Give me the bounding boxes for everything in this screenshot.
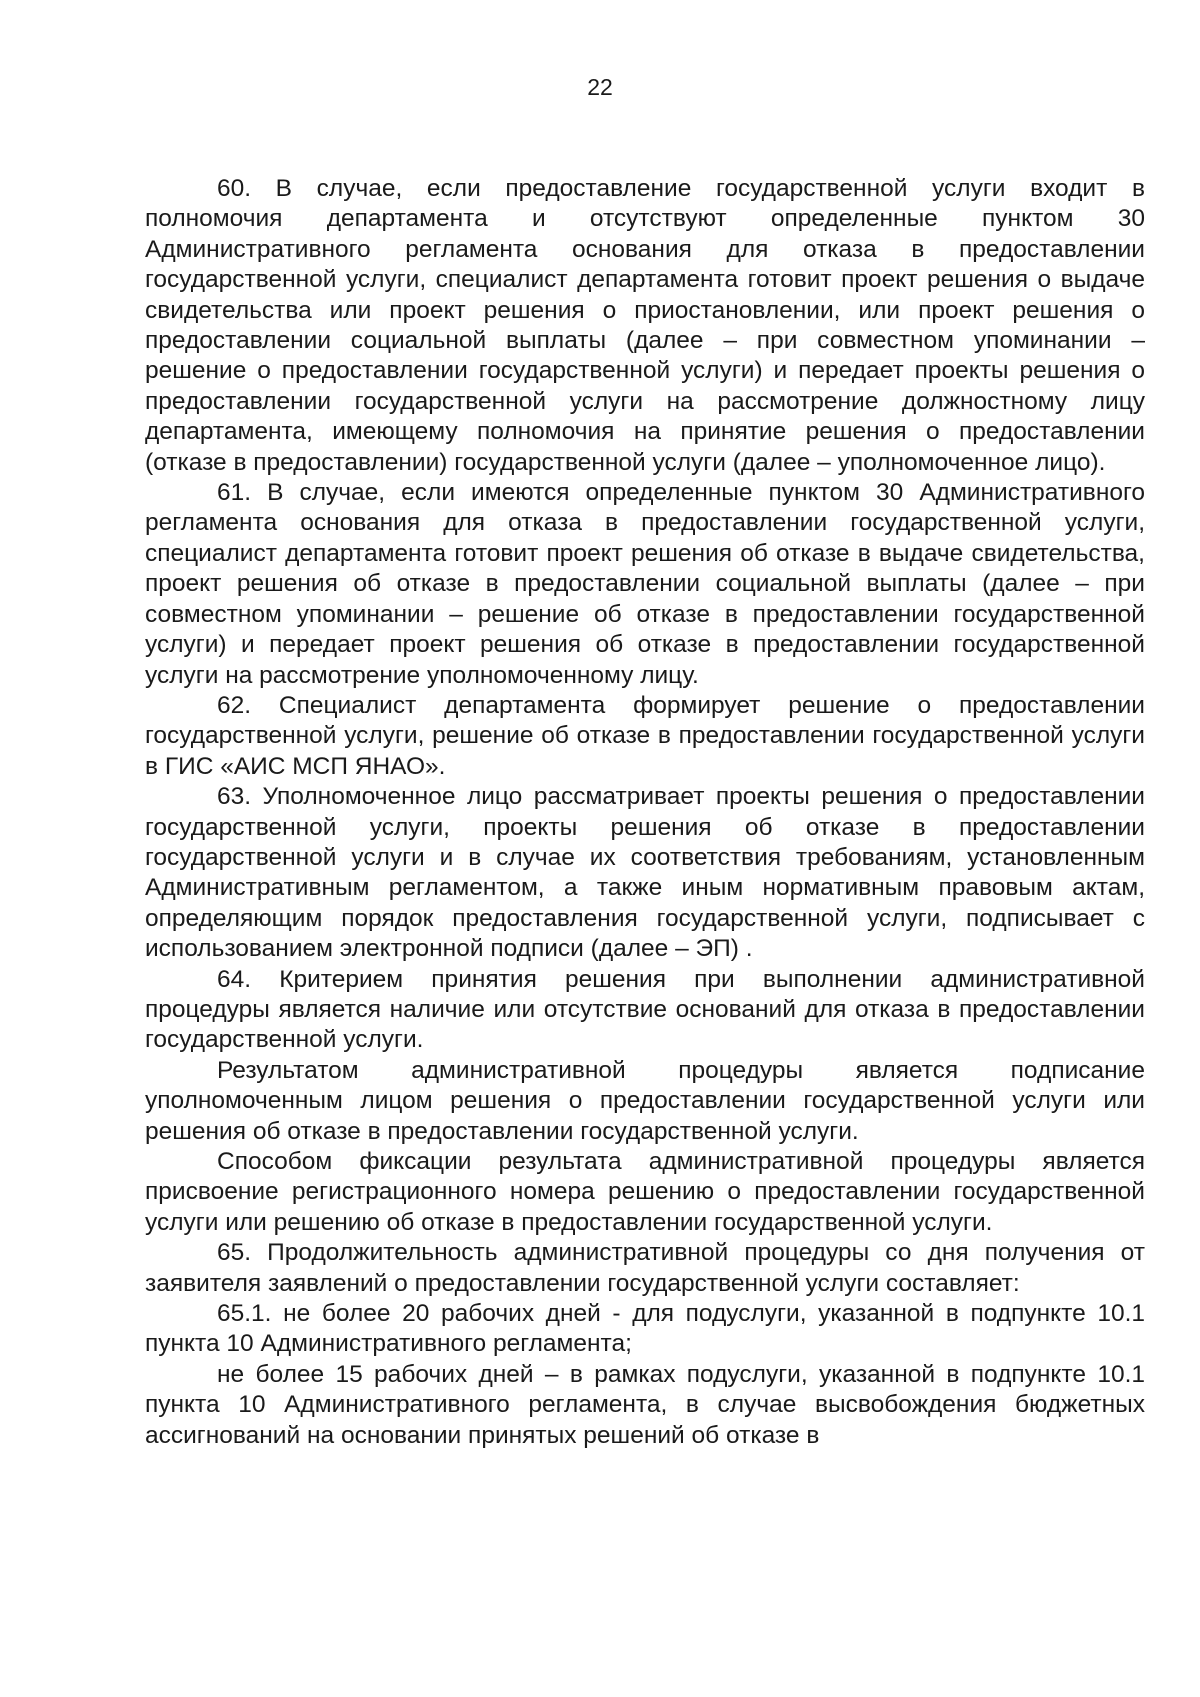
paragraph-62: 62. Специалист департамента формирует решение о предоставлении государственной услуги, решение об отказе в предоставлении государственной услуги в ГИС «АИС МСП ЯНАО». xyxy=(145,691,1145,780)
paragraph-result: Результатом административной процедуры является подписание уполномоченным лицом решения о предоставлении государственной услуги или решения об отказе в предоставлении государственной услуги. xyxy=(145,1056,1145,1145)
paragraph-65-1: 65.1. не более 20 рабочих дней - для подуслуги, указанной в подпункте 10.1 пункта 10 Административного регламента; xyxy=(145,1300,1145,1358)
document-body xyxy=(145,174,1145,1451)
paragraph-fixation: Способом фиксации результата административной процедуры является присвоение регистрационного номера решению о предоставлении государственной услуги или решению об отказе в предоставлении государственной услуги. xyxy=(145,1148,1145,1236)
paragraph-61: 61. В случае, если имеются определенные пунктом 30 Административного регламента основания для отказа в предоставлении государственной услуги, специалист департамента готовит проект решения об отказе в выдаче свидетельства, проект решения об отказе в предоставлении социальной выплаты (далее – при совместном упоминании – решение об отказе в предоставлении государственной услуги) и передает проект решения об отказе в предоставлении государственной услуги на рассмотрение уполномоченному лицу. xyxy=(145,479,1145,689)
page-number: 22 xyxy=(587,74,613,100)
paragraph-64: 64. Критерием принятия решения при выполнении административной процедуры является наличие или отсутствие оснований для отказа в предоставлении государственной услуги. xyxy=(145,965,1145,1054)
paragraph-15-days: не более 15 рабочих дней – в рамках подуслуги, указанной в подпункте 10.1 пункта 10 Административного регламента, в случае высвобождения бюджетных ассигнований на основании принятых решений об отказе в xyxy=(145,1360,1145,1449)
paragraph-63: 63. Уполномоченное лицо рассматривает проекты решения о предоставлении государственной услуги, проекты решения об отказе в предоставлении государственной услуги и в случае их соответствия требованиям, установленным Административным регламентом, а также иным нормативным правовым актам, определяющим порядок предоставления государственной услуги, подписывает с использованием электронной подписи (далее – ЭП) . xyxy=(145,783,1145,963)
paragraph-65: 65. Продолжительность административной процедуры со дня получения от заявителя заявлений о предоставлении государственной услуги составляет: xyxy=(145,1239,1145,1297)
paragraph-60: 60. В случае, если предоставление государственной услуги входит в полномочия департамента и отсутствуют определенные пунктом 30 Административного регламента основания для отказа в предоставлении государственной услуги, специалист департамента готовит проект решения о выдаче свидетельства или проект решения о приостановлении, или проект решения о предоставлении социальной выплаты (далее – при совместном упоминании – решение о предоставлении государственной услуги) и передает проекты решения о предоставлении государственной услуги на рассмотрение должностному лицу департамента, имеющему полномочия на принятие решения о предоставлении (отказе в предоставлении) государственной услуги (далее – уполномоченное лицо). xyxy=(145,175,1145,476)
